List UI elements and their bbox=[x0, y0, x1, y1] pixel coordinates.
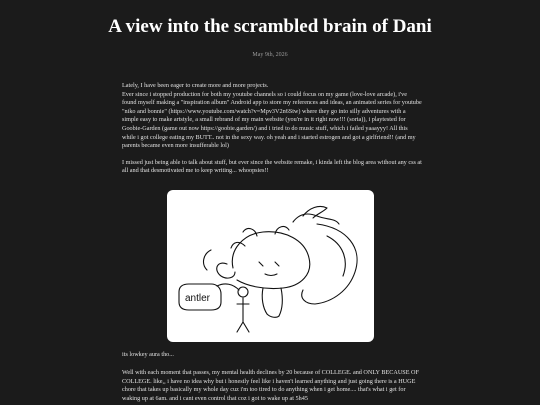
post-date: May 9th, 2026 bbox=[252, 52, 288, 58]
paragraph-blog: I missed just being able to talk about stuff, but ever since the website remake, i kinda left the blog area without any css at all and that desmotivated me to keep writing... whoopsies!! bbox=[122, 158, 422, 175]
post-body bbox=[122, 82, 422, 184]
drawing-stroke bbox=[303, 206, 327, 218]
antler-drawing bbox=[167, 190, 374, 342]
drawing-stroke bbox=[262, 288, 282, 316]
drawing-stroke bbox=[204, 250, 211, 270]
drawing-stroke bbox=[237, 298, 249, 332]
paragraph-projects: Ever since i stopped production for both my youtube channels so i could focus on my game (love-love arcade), i've found myself making a "inspiration album" Android app to store my references and ideas, an animated series for youtube "niko and bonnie" (https://www.youtube.com/watch?v=Mpv3V2n6Stw) where they go into silly adventures with a simple easy to make artstyle, a small rebrand of my main website (you're in it right now!!! (sorta)), i playtested for Goobie-Garden (game out now https://goobie.garden/) and i tried to do music stuff, which i failed yaaayyy! All this while i got college eating my BUTT.. not in the sexy way. oh yeah and i started estrogen and got a girlfriend!! (and my parents became even more insufferable lol) bbox=[122, 90, 422, 150]
drawing-image bbox=[167, 190, 374, 342]
paragraph-college: Well with each moment that passes, my mental health declines by 20 because of COLLEGE. and ONLY BECAUSE OF COLLEGE. like,, i have no idea why but i honestly feel like i haven't learned anything and just going there is a HUGE chore that takes up basically my whole day cuz i'm too tired to do anything when i get home.... that's what i get for waking up at 6am. and i cant even control that coz i got to wake up at 5h45 bbox=[122, 369, 419, 402]
drawing-stroke bbox=[259, 262, 279, 276]
drawing-stroke bbox=[293, 214, 339, 224]
image-label: antler bbox=[185, 293, 211, 304]
drawing-stroke bbox=[231, 227, 289, 248]
drawing-stroke bbox=[238, 287, 248, 297]
paragraph-intro: Lately, I have been eager to create more and more projects. bbox=[122, 82, 269, 89]
image-caption: its lowkey aura tho... bbox=[122, 351, 174, 358]
drawing-stroke bbox=[327, 236, 345, 276]
post-title: A view into the scrambled brain of Dani bbox=[108, 16, 432, 37]
drawing-stroke bbox=[267, 314, 279, 317]
drawing-stroke bbox=[232, 232, 309, 289]
